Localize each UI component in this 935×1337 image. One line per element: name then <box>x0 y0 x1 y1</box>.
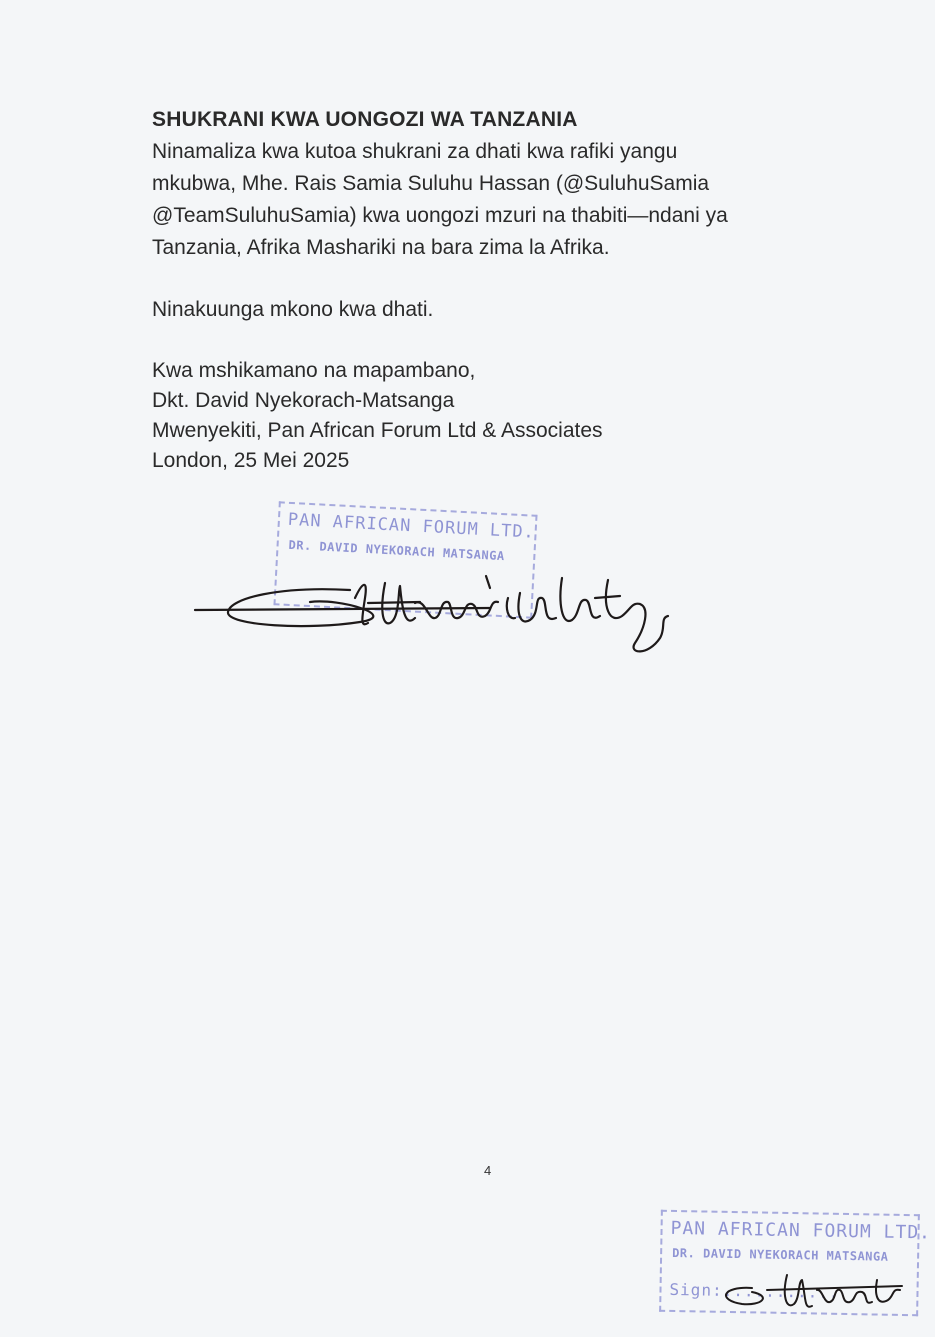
closing-salutation: Kwa mshikamano na mapambano, <box>152 359 476 382</box>
paragraph-line: Ninamaliza kwa kutoa shukrani za dhati kwa rafiki yangu <box>152 140 678 163</box>
paragraph-line: Ninakuunga mkono kwa dhati. <box>152 298 434 321</box>
signatory-title: Mwenyekiti, Pan African Forum Ltd & Associates <box>152 419 603 442</box>
signature <box>190 568 710 668</box>
stamp-person-name: DR. DAVID NYEKORACH MATSANGA <box>672 1245 889 1264</box>
page-number: 4 <box>484 1163 492 1178</box>
section-heading: SHUKRANI KWA UONGOZI WA TANZANIA <box>152 108 578 131</box>
spacer <box>152 264 852 294</box>
paragraph-line: @TeamSuluhuSamia) kwa uongozi mzuri na thabiti—ndani ya <box>152 204 728 227</box>
spacer <box>152 326 852 356</box>
closing-block <box>152 356 852 476</box>
stamp-sign-line: Sign:........... <box>669 1279 840 1302</box>
place-date: London, 25 Mei 2025 <box>152 449 350 472</box>
stamp-person-name: DR. DAVID NYEKORACH MATSANGA <box>288 537 505 564</box>
thanks-paragraph <box>152 136 852 264</box>
stamp-org-name: PAN AFRICAN FORUM LTD. <box>287 509 536 543</box>
paragraph-line: Tanzania, Afrika Mashariki na bara zima la Afrika. <box>152 236 610 259</box>
initials-signature <box>712 1270 912 1330</box>
stamp-org-name: PAN AFRICAN FORUM LTD. <box>670 1217 932 1244</box>
letter-body <box>152 104 852 476</box>
support-paragraph <box>152 294 852 326</box>
paragraph-line: mkubwa, Mhe. Rais Samia Suluhu Hassan (@SuluhuSamia <box>152 172 710 195</box>
signatory-name: Dkt. David Nyekorach-Matsanga <box>152 389 455 412</box>
